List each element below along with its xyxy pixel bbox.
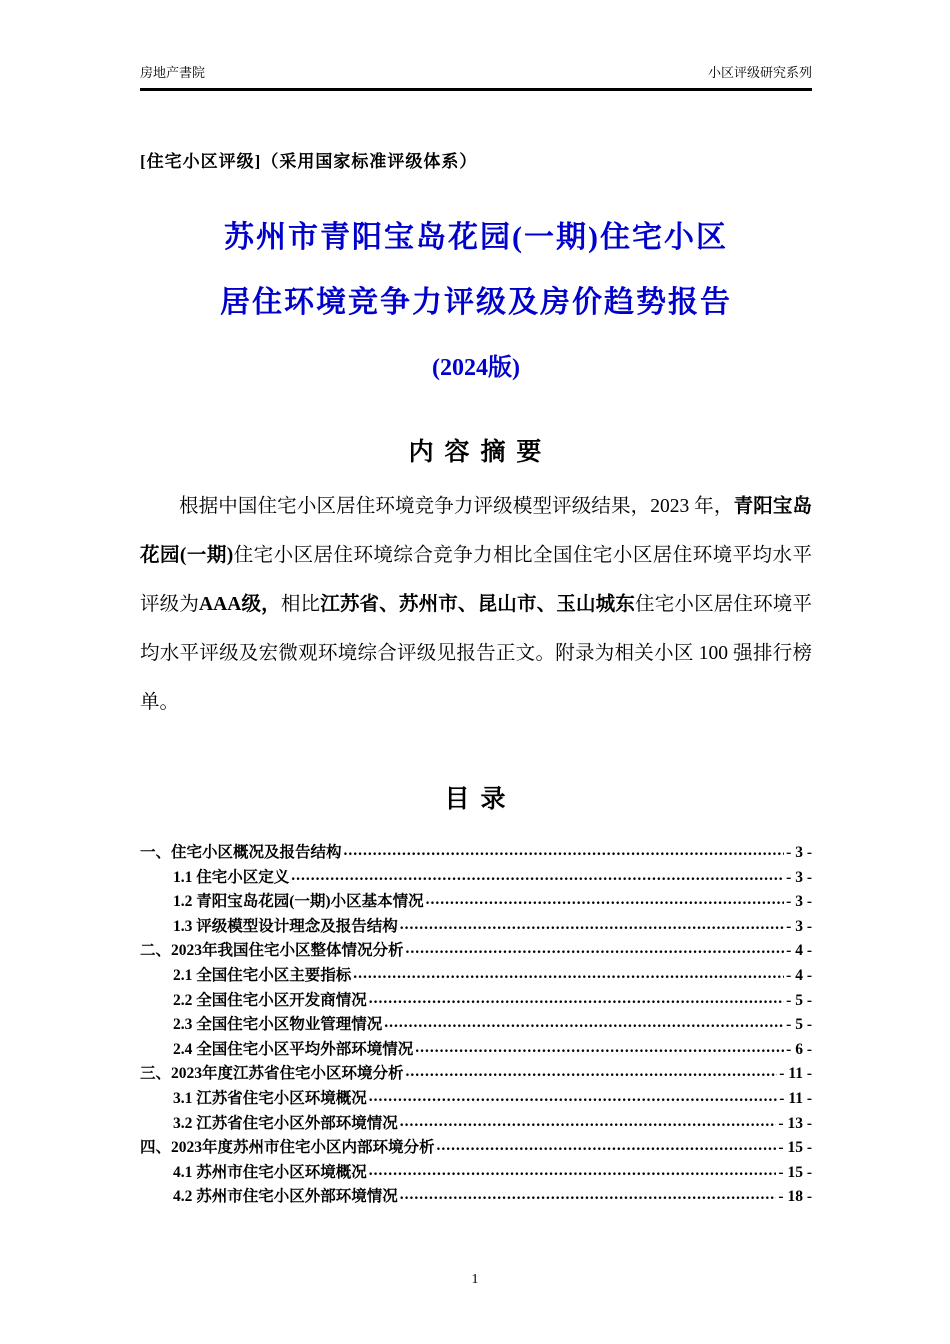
report-title-line2: 居住环境竞争力评级及房价趋势报告: [220, 286, 732, 319]
summary-segment-community-name: 青阳宝岛花园(一期): [140, 496, 812, 566]
toc-dot-leader: [353, 962, 784, 987]
toc-dot-leader: [437, 1134, 777, 1159]
toc-entry-label: 2.1 全国住宅小区主要指标: [173, 966, 352, 984]
toc-dot-leader: [369, 987, 784, 1012]
toc-entry-page-number: - 18 -: [778, 1188, 812, 1206]
header-left-text: 房地产書院: [140, 65, 206, 80]
toc-entry-2-3[interactable]: [140, 1013, 812, 1038]
toc-entry-chapter-2[interactable]: [140, 939, 812, 964]
rating-system-note: [住宅小区评级]（采用国家标准评级体系）: [140, 152, 478, 171]
toc-dot-leader: [415, 1036, 784, 1061]
toc-entry-label: 4.1 苏州市住宅小区环境概况: [173, 1163, 367, 1181]
toc-entry-2-4[interactable]: [140, 1038, 812, 1063]
header-right-text: 小区评级研究系列: [707, 65, 812, 80]
toc-entry-label: 三、2023年度江苏省住宅小区环境分析: [140, 1065, 404, 1083]
toc-entry-2-1[interactable]: [140, 964, 812, 989]
toc-entry-page-number: - 15 -: [778, 1163, 812, 1181]
toc-entry-label: 二、2023年我国住宅小区整体情况分析: [140, 942, 404, 960]
toc-entry-1-2[interactable]: [140, 890, 812, 915]
toc-entry-4-2[interactable]: [140, 1185, 812, 1210]
toc-entry-label: 3.2 江苏省住宅小区外部环境情况: [173, 1114, 398, 1132]
toc-entry-page-number: - 5 -: [786, 991, 812, 1009]
toc-dot-leader: [400, 1183, 777, 1208]
toc-dot-leader: [400, 1110, 777, 1135]
report-title-line1: 苏州市青阳宝岛花园(一期)住宅小区: [224, 221, 728, 254]
toc-dot-leader: [406, 1060, 778, 1085]
summary-segment: 相比: [280, 594, 321, 615]
toc-dot-leader: [406, 937, 785, 962]
toc-heading: 目 录: [444, 785, 508, 813]
toc-entry-label: 3.1 江苏省住宅小区环境概况: [173, 1089, 367, 1107]
toc-entry-page-number: - 4 -: [786, 966, 812, 984]
toc-entry-page-number: - 3 -: [786, 844, 812, 861]
summary-segment-rating: AAA级，: [199, 594, 281, 615]
summary-segment: 住宅小区居住环境平均水平评级及宏微观环境综合评级见报告正文。附录为相关小区 100 强排行榜单。: [140, 594, 812, 713]
toc-entry-3-2[interactable]: [140, 1112, 812, 1137]
toc-entry-label: 一、住宅小区概况及报告结构: [140, 844, 342, 861]
toc-entry-2-2[interactable]: [140, 989, 812, 1014]
summary-segment: 住宅小区居住环境综合竞争力相比全国住宅小区居住环境平均水平评级为: [140, 545, 812, 615]
toc-entry-label: 2.3 全国住宅小区物业管理情况: [173, 1016, 383, 1034]
toc-entry-label: 4.2 苏州市住宅小区外部环境情况: [173, 1188, 398, 1206]
toc-entry-3-1[interactable]: [140, 1087, 812, 1112]
summary-paragraph: [140, 482, 812, 727]
page-number: 1: [471, 1272, 479, 1287]
toc-entry-page-number: - 13 -: [778, 1114, 812, 1132]
toc-entry-page-number: - 3 -: [786, 868, 812, 886]
toc-list: [140, 841, 812, 1210]
toc-dot-leader: [400, 913, 784, 938]
report-title: [140, 220, 812, 321]
toc-entry-page-number: - 11 -: [779, 1065, 812, 1083]
toc-entry-label: 1.3 评级模型设计理念及报告结构: [173, 917, 398, 935]
toc-entry-chapter-1[interactable]: [140, 841, 812, 866]
toc-entry-page-number: - 3 -: [786, 917, 812, 935]
toc-entry-page-number: - 6 -: [786, 1040, 812, 1058]
edition-label: (2024版): [432, 355, 520, 381]
toc-entry-1-1[interactable]: [140, 866, 812, 891]
toc-dot-leader: [426, 888, 785, 913]
summary-heading: 内 容 摘 要: [408, 438, 544, 466]
toc-entry-chapter-4[interactable]: [140, 1136, 812, 1161]
toc-entry-label: 1.1 住宅小区定义: [173, 868, 290, 886]
toc-entry-page-number: - 11 -: [779, 1089, 812, 1107]
toc-entry-page-number: - 4 -: [786, 942, 812, 960]
toc-dot-leader: [369, 1159, 777, 1184]
toc-dot-leader: [384, 1011, 784, 1036]
toc-entry-page-number: - 15 -: [778, 1139, 812, 1157]
toc-entry-label: 2.4 全国住宅小区平均外部环境情况: [173, 1040, 414, 1058]
toc-entry-page-number: - 5 -: [786, 1016, 812, 1034]
toc-entry-label: 2.2 全国住宅小区开发商情况: [173, 991, 367, 1009]
toc-dot-leader: [291, 864, 784, 889]
summary-segment: 根据中国住宅小区居住环境竞争力评级模型评级结果，2023 年，: [179, 496, 734, 517]
toc-entry-chapter-3[interactable]: [140, 1062, 812, 1087]
summary-segment-regions: 江苏省、苏州市、昆山市、玉山城东: [320, 594, 636, 615]
toc-entry-page-number: - 3 -: [786, 893, 812, 911]
toc-entry-1-3[interactable]: [140, 915, 812, 940]
toc-entry-label: 1.2 青阳宝岛花园(一期)小区基本情况: [173, 893, 424, 911]
toc-entry-4-1[interactable]: [140, 1161, 812, 1186]
toc-dot-leader: [369, 1085, 778, 1110]
page-header: [140, 62, 812, 91]
toc-entry-label: 四、2023年度苏州市住宅小区内部环境分析: [140, 1139, 435, 1157]
toc-dot-leader: [344, 839, 785, 864]
